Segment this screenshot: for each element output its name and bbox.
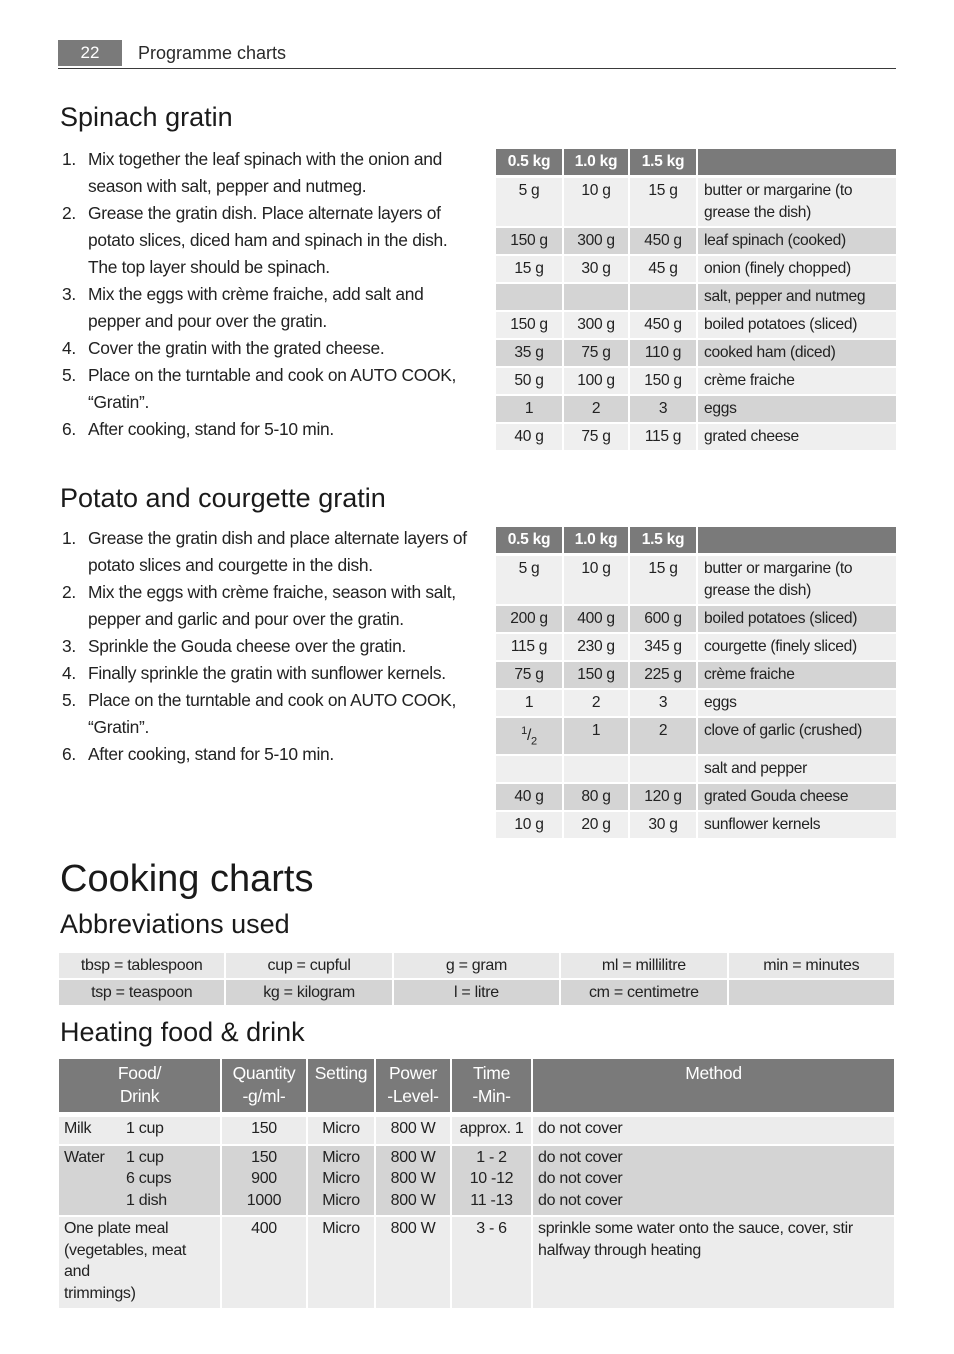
list-item bbox=[62, 687, 482, 741]
cell-line: Micro bbox=[322, 1148, 360, 1166]
setting-cell: Micro bbox=[308, 1117, 374, 1146]
ingredient-cell: sunflower kernels bbox=[698, 812, 896, 840]
amount-cell: 75 g bbox=[496, 662, 562, 690]
header-quantity bbox=[222, 1059, 306, 1117]
table-row bbox=[59, 953, 894, 978]
step-number: 2. bbox=[62, 203, 76, 223]
amount-cell: 115 g bbox=[496, 634, 562, 662]
amount-cell: 80 g bbox=[564, 784, 628, 812]
list-item bbox=[62, 660, 482, 687]
step-number: 1. bbox=[62, 149, 76, 169]
cell-line: Micro bbox=[322, 1170, 360, 1187]
food-amount: 6 cups bbox=[126, 1170, 172, 1187]
step-text: After cooking, stand for 5-10 min. bbox=[88, 419, 334, 439]
ingredient-cell: salt and pepper bbox=[698, 756, 896, 784]
header-setting: Setting bbox=[308, 1059, 374, 1117]
amount-cell: 50 g bbox=[496, 368, 562, 396]
step-text: Grease the gratin dish. Place alternate layers of bbox=[88, 203, 441, 223]
food-amount: 1 cup bbox=[126, 1120, 164, 1137]
food-cell bbox=[59, 1146, 220, 1218]
amount-cell: 100 g bbox=[564, 368, 628, 396]
heating-table-header bbox=[59, 1059, 894, 1117]
fraction-denominator: 2 bbox=[531, 735, 537, 748]
step-text: After cooking, stand for 5-10 min. bbox=[88, 744, 334, 764]
cell-line: do not cover bbox=[538, 1170, 623, 1187]
ingredient-cell: onion (finely chopped) bbox=[698, 256, 896, 284]
step-number: 3. bbox=[62, 636, 76, 656]
amount-cell: 300 g bbox=[564, 228, 628, 256]
amount-cell: 15 g bbox=[496, 256, 562, 284]
cell-line: 150 bbox=[251, 1148, 277, 1166]
step-text: Sprinkle the Gouda cheese over the gratin. bbox=[88, 636, 407, 656]
spinach-steps bbox=[62, 146, 482, 443]
power-cell: 800 W bbox=[376, 1217, 450, 1310]
section-title: Programme charts bbox=[138, 43, 287, 63]
cell-line: 11 -13 bbox=[470, 1191, 513, 1209]
cell-line: do not cover bbox=[538, 1148, 623, 1166]
header-cell: 0.5 kg bbox=[496, 527, 562, 556]
table-row bbox=[496, 690, 896, 718]
abbreviations-title: Abbreviations used bbox=[60, 909, 290, 939]
ingredient-cell: clove of garlic (crushed) bbox=[698, 718, 896, 756]
amount-cell bbox=[496, 284, 562, 312]
potato-ingredients-table bbox=[494, 527, 898, 840]
list-item bbox=[62, 579, 482, 633]
table-row bbox=[496, 662, 896, 690]
ingredient-cell: eggs bbox=[698, 396, 896, 424]
amount-cell: 2 bbox=[564, 690, 628, 718]
food-name: Milk bbox=[64, 1120, 92, 1137]
table-row bbox=[496, 606, 896, 634]
amount-cell: 15 g bbox=[630, 178, 696, 228]
table-row bbox=[496, 228, 896, 256]
cell-line: Micro bbox=[322, 1191, 360, 1209]
cell-line: 800 W bbox=[390, 1148, 436, 1166]
spinach-table-header bbox=[496, 149, 896, 178]
amount-cell: 20 g bbox=[564, 812, 628, 840]
step-number: 3. bbox=[62, 284, 76, 304]
amount-cell: 10 g bbox=[564, 556, 628, 606]
amount-cell: 30 g bbox=[630, 812, 696, 840]
ingredient-cell: eggs bbox=[698, 690, 896, 718]
time-cell: approx. 1 bbox=[452, 1117, 531, 1146]
ingredient-cell: boiled potatoes (sliced) bbox=[698, 606, 896, 634]
potato-table-header bbox=[496, 527, 896, 556]
cell-line: 1 - 2 bbox=[476, 1148, 507, 1166]
amount-cell: 110 g bbox=[630, 340, 696, 368]
amount-cell: 75 g bbox=[564, 424, 628, 452]
ingredient-cell: butter or margarine (to grease the dish) bbox=[698, 556, 896, 606]
step-text: Cover the gratin with the grated cheese. bbox=[88, 338, 385, 358]
step-text: Place on the turntable and cook on AUTO COOK, bbox=[88, 365, 457, 385]
amount-cell bbox=[630, 756, 696, 784]
amount-cell: 10 g bbox=[496, 812, 562, 840]
amount-cell bbox=[496, 756, 562, 784]
table-row bbox=[496, 178, 896, 228]
ingredient-cell: crème fraiche bbox=[698, 662, 896, 690]
amount-cell: 45 g bbox=[630, 256, 696, 284]
list-item bbox=[62, 416, 482, 443]
abbrev-cell: g = gram bbox=[394, 953, 559, 978]
quantity-cell: 150 bbox=[222, 1117, 306, 1146]
list-item bbox=[62, 335, 482, 362]
food-name: Water bbox=[64, 1148, 105, 1166]
abbrev-cell: ml = millilitre bbox=[561, 953, 726, 978]
header-rule bbox=[58, 68, 896, 69]
amount-cell: 225 g bbox=[630, 662, 696, 690]
abbreviations-table bbox=[57, 951, 896, 1007]
table-row bbox=[496, 634, 896, 662]
amount-cell: 150 g bbox=[496, 228, 562, 256]
step-text: potato slices and courgette in the dish. bbox=[88, 555, 373, 575]
header-food bbox=[59, 1059, 220, 1117]
table-row bbox=[59, 980, 894, 1005]
amount-cell: 3 bbox=[630, 396, 696, 424]
amount-cell: 10 g bbox=[564, 178, 628, 228]
table-row bbox=[496, 396, 896, 424]
cell-line: One plate meal bbox=[64, 1220, 169, 1237]
step-text: Grease the gratin dish and place alternate layers of bbox=[88, 528, 467, 548]
amount-cell: 75 g bbox=[564, 340, 628, 368]
list-item bbox=[62, 362, 482, 416]
header-cell: 0.5 kg bbox=[496, 149, 562, 178]
step-text: pepper and garlic and pour over the gratin. bbox=[88, 609, 404, 629]
abbrev-cell: tsp = teaspoon bbox=[59, 980, 224, 1005]
list-item bbox=[62, 146, 482, 200]
header-text: Power bbox=[388, 1063, 438, 1083]
step-text: Place on the turntable and cook on AUTO COOK, bbox=[88, 690, 457, 710]
header-time bbox=[452, 1059, 531, 1117]
power-cell: 800 W bbox=[376, 1117, 450, 1146]
step-number: 6. bbox=[62, 419, 76, 439]
spinach-gratin-title: Spinach gratin bbox=[60, 102, 233, 132]
table-row bbox=[496, 718, 896, 756]
table-row bbox=[59, 1217, 894, 1310]
ingredient-cell: leaf spinach (cooked) bbox=[698, 228, 896, 256]
fraction-numerator: 1 bbox=[521, 725, 527, 737]
ingredient-cell: grated cheese bbox=[698, 424, 896, 452]
food-amount: 1 dish bbox=[126, 1191, 167, 1209]
step-number: 4. bbox=[62, 663, 76, 683]
amount-cell: 35 g bbox=[496, 340, 562, 368]
heating-table bbox=[57, 1059, 896, 1310]
cell-line: sprinkle some water onto the sauce, cover, stir bbox=[538, 1220, 853, 1237]
step-text: Mix the eggs with crème fraiche, season with salt, bbox=[88, 582, 456, 602]
food-amount: 1 cup bbox=[126, 1148, 164, 1166]
heating-food-drink-title: Heating food & drink bbox=[60, 1017, 305, 1047]
amount-cell: 2 bbox=[630, 718, 696, 756]
step-number: 5. bbox=[62, 365, 76, 385]
table-row bbox=[496, 284, 896, 312]
step-text: “Gratin”. bbox=[88, 717, 150, 737]
step-text: Mix the eggs with crème fraiche, add salt and bbox=[88, 284, 424, 304]
list-item bbox=[62, 200, 482, 281]
header-text: -Min- bbox=[472, 1086, 511, 1106]
abbrev-cell bbox=[729, 980, 894, 1005]
step-text: The top layer should be spinach. bbox=[88, 257, 330, 277]
abbrev-cell: cup = cupful bbox=[226, 953, 391, 978]
cell-line: (vegetables, meat and bbox=[64, 1241, 187, 1280]
cell-line: 10 -12 bbox=[469, 1170, 514, 1187]
step-text: Mix together the leaf spinach with the onion and bbox=[88, 149, 442, 169]
amount-cell: 200 g bbox=[496, 606, 562, 634]
header-text: Quantity bbox=[232, 1063, 296, 1083]
cell-line: 800 W bbox=[390, 1191, 436, 1209]
amount-cell: 15 g bbox=[630, 556, 696, 606]
amount-cell: 2 bbox=[564, 396, 628, 424]
step-number: 1. bbox=[62, 528, 76, 548]
time-cell bbox=[452, 1146, 531, 1218]
list-item bbox=[62, 525, 482, 579]
food-cell bbox=[59, 1117, 220, 1146]
quantity-cell bbox=[222, 1146, 306, 1218]
header-power bbox=[376, 1059, 450, 1117]
ingredient-cell: salt, pepper and nutmeg bbox=[698, 284, 896, 312]
cell-line: do not cover bbox=[538, 1191, 623, 1209]
quantity-cell: 400 bbox=[222, 1217, 306, 1310]
ingredient-cell: cooked ham (diced) bbox=[698, 340, 896, 368]
ingredient-cell: crème fraiche bbox=[698, 368, 896, 396]
step-number: 5. bbox=[62, 690, 76, 710]
cell-line: halfway through heating bbox=[538, 1241, 701, 1259]
step-number: 2. bbox=[62, 582, 76, 602]
header-cell: 1.5 kg bbox=[630, 527, 696, 556]
page-number: 22 bbox=[58, 40, 122, 66]
amount-cell: 450 g bbox=[630, 312, 696, 340]
amount-cell: 30 g bbox=[564, 256, 628, 284]
amount-cell: 230 g bbox=[564, 634, 628, 662]
amount-cell: 150 g bbox=[564, 662, 628, 690]
method-cell bbox=[533, 1146, 894, 1218]
header-cell bbox=[698, 149, 896, 178]
step-number: 4. bbox=[62, 338, 76, 358]
amount-cell: 150 g bbox=[630, 368, 696, 396]
table-row bbox=[496, 812, 896, 840]
list-item bbox=[62, 281, 482, 335]
amount-cell: $^1/_2$ bbox=[496, 718, 562, 756]
table-row bbox=[496, 312, 896, 340]
step-text: season with salt, pepper and nutmeg. bbox=[88, 176, 367, 196]
step-text: Finally sprinkle the gratin with sunflower kernels. bbox=[88, 663, 446, 683]
table-row bbox=[59, 1117, 894, 1146]
table-row bbox=[496, 256, 896, 284]
cell-line: 800 W bbox=[390, 1170, 436, 1187]
amount-cell: 40 g bbox=[496, 784, 562, 812]
amount-cell: 5 g bbox=[496, 178, 562, 228]
abbrev-cell: cm = centimetre bbox=[561, 980, 726, 1005]
table-row bbox=[496, 756, 896, 784]
step-text: “Gratin”. bbox=[88, 392, 150, 412]
amount-cell: 1 bbox=[496, 690, 562, 718]
ingredient-cell: boiled potatoes (sliced) bbox=[698, 312, 896, 340]
header-method: Method bbox=[533, 1059, 894, 1117]
amount-cell: 40 g bbox=[496, 424, 562, 452]
header-text: Food/ bbox=[117, 1063, 162, 1083]
ingredient-cell: grated Gouda cheese bbox=[698, 784, 896, 812]
table-row bbox=[496, 340, 896, 368]
amount-cell: 5 g bbox=[496, 556, 562, 606]
list-item bbox=[62, 633, 482, 660]
cooking-charts-title: Cooking charts bbox=[60, 858, 314, 900]
setting-cell: Micro bbox=[308, 1217, 374, 1310]
step-text: pepper and pour over the gratin. bbox=[88, 311, 327, 331]
abbrev-cell: min = minutes bbox=[729, 953, 894, 978]
header-cell: 1.5 kg bbox=[630, 149, 696, 178]
setting-cell bbox=[308, 1146, 374, 1218]
step-text: potato slices, diced ham and spinach in the dish. bbox=[88, 230, 448, 250]
header-cell: 1.0 kg bbox=[564, 149, 628, 178]
cell-line: 900 bbox=[251, 1170, 277, 1187]
food-cell bbox=[59, 1217, 220, 1310]
potato-gratin-title: Potato and courgette gratin bbox=[60, 483, 386, 513]
table-row bbox=[496, 368, 896, 396]
amount-cell: 115 g bbox=[630, 424, 696, 452]
header-cell bbox=[698, 527, 896, 556]
header-text: Time bbox=[472, 1063, 511, 1083]
ingredient-cell: butter or margarine (to grease the dish) bbox=[698, 178, 896, 228]
header-text: -Level- bbox=[387, 1086, 439, 1106]
method-cell: do not cover bbox=[533, 1117, 894, 1146]
amount-cell bbox=[564, 756, 628, 784]
amount-cell: 345 g bbox=[630, 634, 696, 662]
table-row bbox=[496, 424, 896, 452]
amount-cell: 300 g bbox=[564, 312, 628, 340]
header-text: -g/ml- bbox=[242, 1086, 286, 1106]
amount-cell: 150 g bbox=[496, 312, 562, 340]
amount-cell: 3 bbox=[630, 690, 696, 718]
step-number: 6. bbox=[62, 744, 76, 764]
abbrev-cell: kg = kilogram bbox=[226, 980, 391, 1005]
amount-cell: 600 g bbox=[630, 606, 696, 634]
table-row bbox=[59, 1146, 894, 1218]
amount-cell bbox=[564, 284, 628, 312]
table-row bbox=[496, 556, 896, 606]
amount-cell: 1 bbox=[564, 718, 628, 756]
header-text: Drink bbox=[119, 1086, 160, 1106]
amount-cell: 120 g bbox=[630, 784, 696, 812]
header-cell: 1.0 kg bbox=[564, 527, 628, 556]
potato-steps bbox=[62, 525, 482, 768]
cell-line: trimmings) bbox=[64, 1284, 136, 1302]
method-cell bbox=[533, 1217, 894, 1310]
amount-cell: 400 g bbox=[564, 606, 628, 634]
amount-cell: 450 g bbox=[630, 228, 696, 256]
abbrev-cell: l = litre bbox=[394, 980, 559, 1005]
time-cell: 3 - 6 bbox=[452, 1217, 531, 1310]
abbrev-cell: tbsp = tablespoon bbox=[59, 953, 224, 978]
spinach-ingredients-table bbox=[494, 149, 898, 452]
amount-cell: 1 bbox=[496, 396, 562, 424]
power-cell bbox=[376, 1146, 450, 1218]
cell-line: 1000 bbox=[246, 1191, 282, 1209]
amount-cell bbox=[630, 284, 696, 312]
list-item bbox=[62, 741, 482, 768]
table-row bbox=[496, 784, 896, 812]
ingredient-cell: courgette (finely sliced) bbox=[698, 634, 896, 662]
